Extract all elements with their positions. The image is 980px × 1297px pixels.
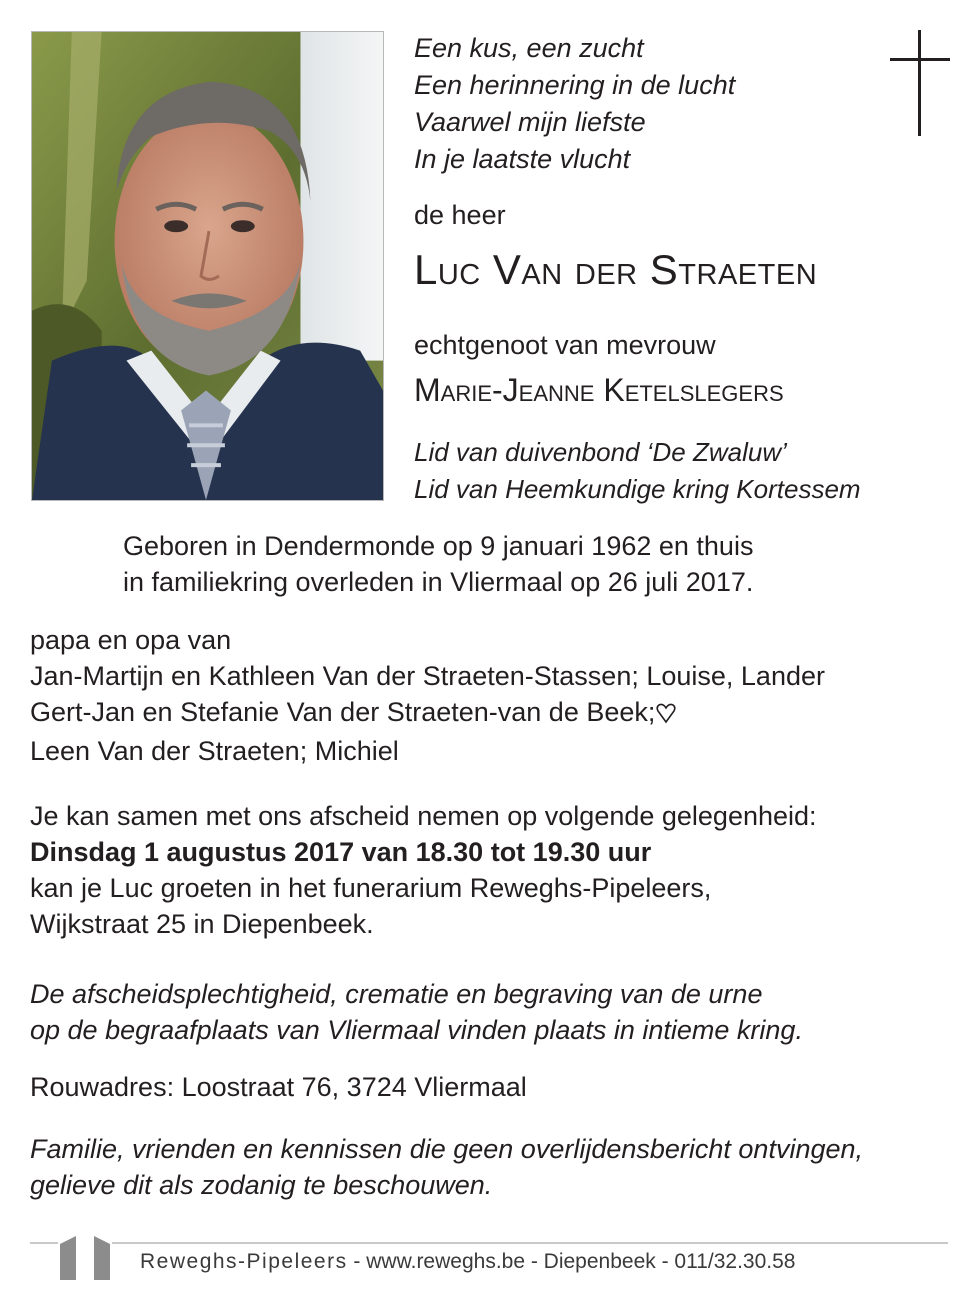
membership-line: Lid van Heemkundige kring Kortessem [414,474,861,504]
visitation-info [30,798,817,942]
visitation-line: Wijkstraat 25 in Diepenbeek. [30,909,374,939]
family-line-with-heart [30,694,825,733]
ceremony-info [30,976,803,1048]
spouse-label: echtgenoot van mevrouw [414,330,716,360]
portrait-image [32,32,383,500]
footer-brand: Reweghs-Pipeleers [140,1250,348,1273]
visitation-datetime: Dinsdag 1 augustus 2017 van 18.30 tot 19.30 uur [30,837,652,867]
family-list [30,622,825,769]
birth-death-line: in familiekring overleden in Vliermaal op 26 juli 2017. [123,567,754,597]
closing-line: Familie, vrienden en kennissen die geen overlijdensbericht ontvingen, [30,1134,864,1164]
footer-divider [30,1242,948,1244]
birth-death-line: Geboren in Dendermonde op 9 januari 1962 en thuis [123,531,754,561]
poem [414,30,735,178]
family-line: Jan-Martijn en Kathleen Van der Straeten-Stassen; Louise, Lander [30,661,825,691]
family-intro: papa en opa van [30,625,232,655]
portrait-photo [31,31,384,501]
poem-line: Een herinnering in de lucht [414,70,736,100]
visitation-line: kan je Luc groeten in het funerarium Reweghs-Pipeleers, [30,873,712,903]
heart-icon [656,697,676,733]
ceremony-line: De afscheidsplechtigheid, crematie en begraving van de urne [30,979,763,1009]
membership-line: Lid van duivenbond ‘De Zwaluw’ [414,437,787,467]
ceremony-line: op de begraafplaats van Vliermaal vinden plaats in intieme kring. [30,1015,803,1045]
memberships [414,434,861,508]
poem-line: Vaarwel mijn liefste [414,107,646,137]
mourning-address: Rouwadres: Loostraat 76, 3724 Vliermaal [30,1072,527,1102]
family-line: Gert-Jan en Stefanie Van der Straeten-van de Beek; [30,697,656,727]
visitation-intro: Je kan samen met ons afscheid nemen op volgende gelegenheid: [30,801,817,831]
honorific: de heer [414,200,506,230]
cross-icon [890,30,950,136]
poem-line: Een kus, een zucht [414,33,644,63]
closing-note [30,1131,863,1203]
poem-line: In je laatste vlucht [414,144,631,174]
footer-details: www.reweghs.be - Diepenbeek - 011/32.30.58 [366,1250,796,1273]
spouse-name: Marie-Jeanne Ketelslegers [414,372,784,408]
family-line: Leen Van der Straeten; Michiel [30,736,399,766]
footer-contact [140,1250,795,1274]
footer-separator: - [347,1250,367,1273]
birth-death-text [123,528,753,600]
funeral-home-logo [58,1232,112,1282]
deceased-name: Luc Van der Straeten [414,246,818,293]
closing-line: gelieve dit als zodanig te beschouwen. [30,1170,493,1200]
